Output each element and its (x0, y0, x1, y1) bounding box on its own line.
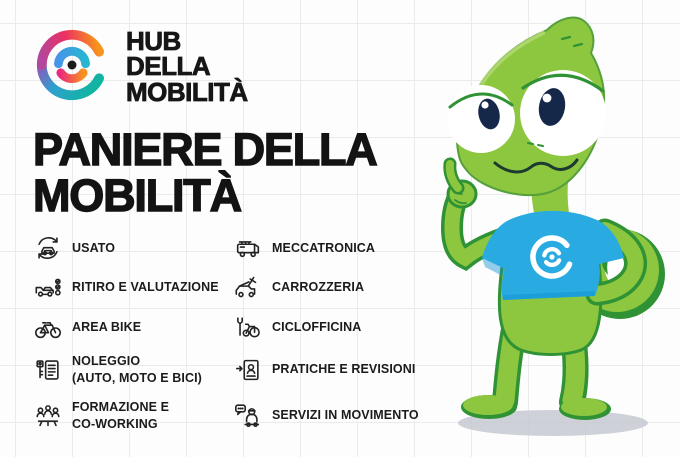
service-label: USATO (72, 240, 116, 255)
brand-header (33, 26, 248, 105)
service-label: CICLOFFICINA (272, 320, 362, 335)
service-item-ritiro (33, 273, 233, 303)
service-item-usato (33, 233, 233, 263)
van-service-icon (233, 233, 263, 263)
services-list (33, 229, 468, 439)
document-card-icon (233, 355, 263, 385)
service-label: RITIRO E VALUTAZIONE (72, 280, 219, 295)
car-body-repair-icon (233, 273, 263, 303)
service-label: FORMAZIONE E CO-WORKING (72, 400, 170, 431)
service-label: SERVIZI IN MOVIMENTO (272, 408, 419, 423)
service-item-formazione (33, 399, 233, 432)
service-label: PRATICHE E REVISIONI (272, 362, 416, 377)
service-label: CARROZZERIA (272, 280, 365, 295)
title-line: PANIERE DELLA (33, 124, 377, 175)
hub-della-mobilita-logo (33, 26, 111, 104)
brand-line: DELLA (126, 51, 211, 82)
service-label: AREA BIKE (72, 320, 142, 335)
page-title (33, 124, 377, 222)
logo-center-dot (68, 61, 77, 70)
brand-line: HUB (126, 26, 181, 56)
brand-line: MOBILITÀ (126, 76, 248, 107)
brand-wordmark (126, 26, 248, 107)
service-item-area-bike (33, 313, 233, 343)
service-label: NOLEGGIO (AUTO, MOTO E BICI) (72, 354, 202, 385)
title-line: MOBILITÀ (33, 170, 241, 222)
courier-icon (233, 401, 263, 431)
used-car-icon (33, 233, 63, 263)
people-group-icon (33, 401, 63, 431)
bicycle-icon (33, 313, 63, 343)
tow-truck-icon (33, 273, 63, 303)
bike-wrench-icon (233, 313, 263, 343)
service-item-noleggio (33, 353, 233, 386)
chameleon-mascot (425, 6, 677, 452)
service-label: MECCATRONICA (272, 240, 376, 255)
key-contract-icon (33, 355, 63, 385)
